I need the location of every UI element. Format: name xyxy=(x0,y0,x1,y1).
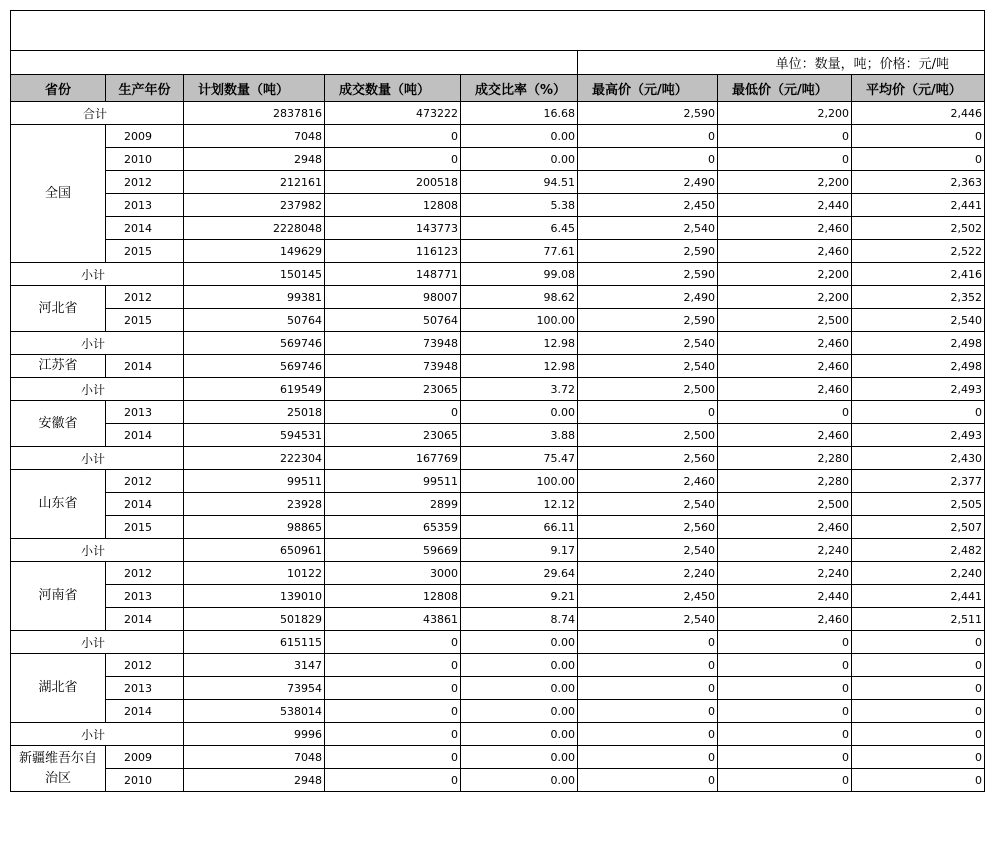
deal-rate-cell: 0.00 xyxy=(461,148,578,171)
deal-qty-cell: 73948 xyxy=(325,355,461,378)
year-cell: 2012 xyxy=(106,562,184,585)
header-year: 生产年份 xyxy=(106,75,184,102)
unit-note: 单位：数量，吨；价格：元/吨 xyxy=(578,51,985,75)
year-cell: 2014 xyxy=(106,424,184,447)
deal-qty-cell: 2899 xyxy=(325,493,461,516)
max-price-cell: 0 xyxy=(578,125,718,148)
plan-qty-cell: 569746 xyxy=(184,355,325,378)
deal-rate-cell: 0.00 xyxy=(461,723,578,746)
deal-qty-cell: 59669 xyxy=(325,539,461,562)
min-price-cell: 2,460 xyxy=(718,378,852,401)
min-price-cell: 0 xyxy=(718,631,852,654)
min-price-cell: 0 xyxy=(718,769,852,792)
deal-qty-cell: 200518 xyxy=(325,171,461,194)
avg-price-cell: 2,498 xyxy=(852,355,985,378)
year-cell: 2014 xyxy=(106,700,184,723)
min-price-cell: 2,200 xyxy=(718,102,852,125)
plan-qty-cell: 650961 xyxy=(184,539,325,562)
deal-qty-cell: 23065 xyxy=(325,424,461,447)
plan-qty-cell: 10122 xyxy=(184,562,325,585)
deal-rate-cell: 77.61 xyxy=(461,240,578,263)
avg-price-cell: 2,482 xyxy=(852,539,985,562)
province-cell: 江苏省 xyxy=(11,355,106,378)
min-price-cell: 2,460 xyxy=(718,424,852,447)
table-row xyxy=(11,401,985,424)
year-cell: 2010 xyxy=(106,148,184,171)
deal-rate-cell: 3.72 xyxy=(461,378,578,401)
deal-rate-cell: 100.00 xyxy=(461,470,578,493)
plan-qty-cell: 3147 xyxy=(184,654,325,677)
min-price-cell: 0 xyxy=(718,654,852,677)
table-row xyxy=(11,148,985,171)
max-price-cell: 2,490 xyxy=(578,171,718,194)
avg-price-cell: 2,441 xyxy=(852,585,985,608)
deal-qty-cell: 73948 xyxy=(325,332,461,355)
header-deal-qty: 成交数量（吨） xyxy=(325,75,461,102)
avg-price-cell: 2,498 xyxy=(852,332,985,355)
year-cell: 2013 xyxy=(106,194,184,217)
year-cell: 2013 xyxy=(106,677,184,700)
deal-rate-cell: 6.45 xyxy=(461,217,578,240)
deal-qty-cell: 0 xyxy=(325,769,461,792)
year-cell: 2014 xyxy=(106,217,184,240)
max-price-cell: 0 xyxy=(578,700,718,723)
table-row xyxy=(11,125,985,148)
deal-qty-cell: 0 xyxy=(325,723,461,746)
trade-results-sheet xyxy=(10,10,985,792)
avg-price-cell: 0 xyxy=(852,723,985,746)
deal-rate-cell: 0.00 xyxy=(461,654,578,677)
table-row xyxy=(11,309,985,332)
max-price-cell: 0 xyxy=(578,677,718,700)
avg-price-cell: 2,446 xyxy=(852,102,985,125)
year-cell: 2014 xyxy=(106,608,184,631)
deal-qty-cell: 0 xyxy=(325,148,461,171)
subtotal-row xyxy=(11,378,985,401)
plan-qty-cell: 98865 xyxy=(184,516,325,539)
plan-qty-cell: 594531 xyxy=(184,424,325,447)
deal-rate-cell: 12.98 xyxy=(461,332,578,355)
min-price-cell: 2,440 xyxy=(718,194,852,217)
min-price-cell: 2,460 xyxy=(718,240,852,263)
avg-price-cell: 2,540 xyxy=(852,309,985,332)
deal-rate-cell: 100.00 xyxy=(461,309,578,332)
table-row xyxy=(11,217,985,240)
deal-rate-cell: 16.68 xyxy=(461,102,578,125)
unit-row xyxy=(11,51,985,75)
deal-qty-cell: 143773 xyxy=(325,217,461,240)
deal-qty-cell: 0 xyxy=(325,746,461,769)
avg-price-cell: 2,493 xyxy=(852,424,985,447)
subtotal-label: 小计 xyxy=(11,723,184,746)
plan-qty-cell: 9996 xyxy=(184,723,325,746)
min-price-cell: 0 xyxy=(718,125,852,148)
plan-qty-cell: 569746 xyxy=(184,332,325,355)
min-price-cell: 2,460 xyxy=(718,355,852,378)
max-price-cell: 2,450 xyxy=(578,194,718,217)
min-price-cell: 2,460 xyxy=(718,608,852,631)
deal-rate-cell: 99.08 xyxy=(461,263,578,286)
deal-qty-cell: 0 xyxy=(325,700,461,723)
deal-qty-cell: 148771 xyxy=(325,263,461,286)
table-row xyxy=(11,585,985,608)
avg-price-cell: 0 xyxy=(852,677,985,700)
header-province: 省份 xyxy=(11,75,106,102)
min-price-cell: 0 xyxy=(718,677,852,700)
deal-qty-cell: 43861 xyxy=(325,608,461,631)
table-row xyxy=(11,424,985,447)
max-price-cell: 2,590 xyxy=(578,309,718,332)
subtotal-label: 小计 xyxy=(11,332,184,355)
header-avg-price: 平均价（元/吨） xyxy=(852,75,985,102)
deal-rate-cell: 0.00 xyxy=(461,125,578,148)
min-price-cell: 0 xyxy=(718,148,852,171)
deal-qty-cell: 0 xyxy=(325,125,461,148)
deal-rate-cell: 12.12 xyxy=(461,493,578,516)
avg-price-cell: 0 xyxy=(852,700,985,723)
year-cell: 2015 xyxy=(106,240,184,263)
table-row xyxy=(11,769,985,792)
table-row xyxy=(11,240,985,263)
year-cell: 2015 xyxy=(106,516,184,539)
deal-rate-cell: 29.64 xyxy=(461,562,578,585)
table-row xyxy=(11,194,985,217)
max-price-cell: 2,590 xyxy=(578,240,718,263)
table-row xyxy=(11,355,985,378)
title-cell xyxy=(11,11,985,51)
deal-rate-cell: 0.00 xyxy=(461,401,578,424)
min-price-cell: 2,440 xyxy=(718,585,852,608)
deal-qty-cell: 99511 xyxy=(325,470,461,493)
deal-qty-cell: 0 xyxy=(325,401,461,424)
deal-rate-cell: 9.21 xyxy=(461,585,578,608)
max-price-cell: 2,500 xyxy=(578,378,718,401)
subtotal-row xyxy=(11,539,985,562)
subtotal-label: 小计 xyxy=(11,378,184,401)
plan-qty-cell: 149629 xyxy=(184,240,325,263)
year-cell: 2009 xyxy=(106,746,184,769)
plan-qty-cell: 7048 xyxy=(184,125,325,148)
avg-price-cell: 2,441 xyxy=(852,194,985,217)
avg-price-cell: 2,363 xyxy=(852,171,985,194)
min-price-cell: 0 xyxy=(718,700,852,723)
year-cell: 2014 xyxy=(106,493,184,516)
avg-price-cell: 2,416 xyxy=(852,263,985,286)
max-price-cell: 0 xyxy=(578,631,718,654)
max-price-cell: 2,540 xyxy=(578,608,718,631)
max-price-cell: 2,590 xyxy=(578,102,718,125)
year-cell: 2009 xyxy=(106,125,184,148)
deal-qty-cell: 3000 xyxy=(325,562,461,585)
plan-qty-cell: 150145 xyxy=(184,263,325,286)
province-cell: 新疆维吾尔自治区 xyxy=(11,746,106,792)
table-row xyxy=(11,470,985,493)
max-price-cell: 2,540 xyxy=(578,493,718,516)
max-price-cell: 0 xyxy=(578,148,718,171)
max-price-cell: 2,560 xyxy=(578,516,718,539)
deal-rate-cell: 0.00 xyxy=(461,631,578,654)
max-price-cell: 0 xyxy=(578,401,718,424)
min-price-cell: 0 xyxy=(718,746,852,769)
plan-qty-cell: 538014 xyxy=(184,700,325,723)
min-price-cell: 2,460 xyxy=(718,217,852,240)
avg-price-cell: 0 xyxy=(852,631,985,654)
subtotal-row xyxy=(11,263,985,286)
max-price-cell: 2,500 xyxy=(578,424,718,447)
header-min-price: 最低价（元/吨） xyxy=(718,75,852,102)
deal-qty-cell: 98007 xyxy=(325,286,461,309)
max-price-cell: 2,540 xyxy=(578,217,718,240)
year-cell: 2013 xyxy=(106,401,184,424)
deal-qty-cell: 0 xyxy=(325,677,461,700)
year-cell: 2012 xyxy=(106,286,184,309)
deal-qty-cell: 50764 xyxy=(325,309,461,332)
max-price-cell: 2,240 xyxy=(578,562,718,585)
province-cell: 河北省 xyxy=(11,286,106,332)
max-price-cell: 2,490 xyxy=(578,286,718,309)
avg-price-cell: 0 xyxy=(852,401,985,424)
subtotal-label: 小计 xyxy=(11,263,184,286)
province-cell: 全国 xyxy=(11,125,106,263)
deal-qty-cell: 473222 xyxy=(325,102,461,125)
deal-qty-cell: 167769 xyxy=(325,447,461,470)
subtotal-row xyxy=(11,723,985,746)
year-cell: 2012 xyxy=(106,171,184,194)
min-price-cell: 2,500 xyxy=(718,493,852,516)
avg-price-cell: 2,240 xyxy=(852,562,985,585)
plan-qty-cell: 25018 xyxy=(184,401,325,424)
deal-rate-cell: 9.17 xyxy=(461,539,578,562)
subtotal-label: 小计 xyxy=(11,631,184,654)
max-price-cell: 2,590 xyxy=(578,263,718,286)
deal-rate-cell: 66.11 xyxy=(461,516,578,539)
deal-rate-cell: 5.38 xyxy=(461,194,578,217)
header-max-price: 最高价（元/吨） xyxy=(578,75,718,102)
avg-price-cell: 0 xyxy=(852,654,985,677)
max-price-cell: 2,460 xyxy=(578,470,718,493)
plan-qty-cell: 212161 xyxy=(184,171,325,194)
max-price-cell: 0 xyxy=(578,723,718,746)
table-row xyxy=(11,746,985,769)
plan-qty-cell: 7048 xyxy=(184,746,325,769)
min-price-cell: 0 xyxy=(718,723,852,746)
total-row xyxy=(11,102,985,125)
header-row xyxy=(11,75,985,102)
avg-price-cell: 2,430 xyxy=(852,447,985,470)
plan-qty-cell: 23928 xyxy=(184,493,325,516)
plan-qty-cell: 2948 xyxy=(184,769,325,792)
subtotal-row xyxy=(11,631,985,654)
max-price-cell: 2,450 xyxy=(578,585,718,608)
deal-rate-cell: 0.00 xyxy=(461,769,578,792)
deal-qty-cell: 0 xyxy=(325,631,461,654)
table-row xyxy=(11,171,985,194)
min-price-cell: 2,280 xyxy=(718,470,852,493)
deal-qty-cell: 12808 xyxy=(325,194,461,217)
plan-qty-cell: 2228048 xyxy=(184,217,325,240)
min-price-cell: 2,280 xyxy=(718,447,852,470)
max-price-cell: 2,560 xyxy=(578,447,718,470)
deal-qty-cell: 65359 xyxy=(325,516,461,539)
min-price-cell: 2,460 xyxy=(718,516,852,539)
header-deal-rate: 成交比率（%） xyxy=(461,75,578,102)
deal-rate-cell: 98.62 xyxy=(461,286,578,309)
avg-price-cell: 0 xyxy=(852,125,985,148)
table-row xyxy=(11,286,985,309)
plan-qty-cell: 2837816 xyxy=(184,102,325,125)
max-price-cell: 0 xyxy=(578,746,718,769)
avg-price-cell: 2,352 xyxy=(852,286,985,309)
max-price-cell: 2,540 xyxy=(578,539,718,562)
deal-rate-cell: 0.00 xyxy=(461,677,578,700)
avg-price-cell: 2,493 xyxy=(852,378,985,401)
table-row xyxy=(11,654,985,677)
max-price-cell: 2,540 xyxy=(578,332,718,355)
province-cell: 安徽省 xyxy=(11,401,106,447)
year-cell: 2012 xyxy=(106,470,184,493)
max-price-cell: 0 xyxy=(578,769,718,792)
table-row xyxy=(11,700,985,723)
min-price-cell: 2,460 xyxy=(718,332,852,355)
avg-price-cell: 0 xyxy=(852,769,985,792)
unit-spacer xyxy=(11,51,578,75)
plan-qty-cell: 50764 xyxy=(184,309,325,332)
year-cell: 2015 xyxy=(106,309,184,332)
avg-price-cell: 2,377 xyxy=(852,470,985,493)
title-row xyxy=(11,11,985,51)
plan-qty-cell: 501829 xyxy=(184,608,325,631)
avg-price-cell: 2,511 xyxy=(852,608,985,631)
table-row xyxy=(11,493,985,516)
year-cell: 2013 xyxy=(106,585,184,608)
plan-qty-cell: 222304 xyxy=(184,447,325,470)
table-row xyxy=(11,516,985,539)
avg-price-cell: 2,502 xyxy=(852,217,985,240)
avg-price-cell: 2,505 xyxy=(852,493,985,516)
min-price-cell: 2,500 xyxy=(718,309,852,332)
deal-rate-cell: 12.98 xyxy=(461,355,578,378)
deal-rate-cell: 0.00 xyxy=(461,700,578,723)
plan-qty-cell: 139010 xyxy=(184,585,325,608)
min-price-cell: 2,200 xyxy=(718,286,852,309)
avg-price-cell: 0 xyxy=(852,148,985,171)
plan-qty-cell: 73954 xyxy=(184,677,325,700)
year-cell: 2012 xyxy=(106,654,184,677)
plan-qty-cell: 99511 xyxy=(184,470,325,493)
plan-qty-cell: 2948 xyxy=(184,148,325,171)
deal-qty-cell: 116123 xyxy=(325,240,461,263)
province-cell: 湖北省 xyxy=(11,654,106,723)
max-price-cell: 2,540 xyxy=(578,355,718,378)
plan-qty-cell: 237982 xyxy=(184,194,325,217)
deal-rate-cell: 0.00 xyxy=(461,746,578,769)
trade-results-table xyxy=(10,10,985,792)
province-cell: 山东省 xyxy=(11,470,106,539)
plan-qty-cell: 615115 xyxy=(184,631,325,654)
min-price-cell: 0 xyxy=(718,401,852,424)
deal-rate-cell: 94.51 xyxy=(461,171,578,194)
year-cell: 2014 xyxy=(106,355,184,378)
min-price-cell: 2,200 xyxy=(718,171,852,194)
avg-price-cell: 2,507 xyxy=(852,516,985,539)
plan-qty-cell: 99381 xyxy=(184,286,325,309)
avg-price-cell: 0 xyxy=(852,746,985,769)
deal-rate-cell: 75.47 xyxy=(461,447,578,470)
deal-qty-cell: 12808 xyxy=(325,585,461,608)
deal-qty-cell: 0 xyxy=(325,654,461,677)
min-price-cell: 2,240 xyxy=(718,539,852,562)
header-plan-qty: 计划数量（吨） xyxy=(184,75,325,102)
subtotal-row xyxy=(11,447,985,470)
deal-qty-cell: 23065 xyxy=(325,378,461,401)
year-cell: 2010 xyxy=(106,769,184,792)
province-cell: 河南省 xyxy=(11,562,106,631)
table-row xyxy=(11,608,985,631)
total-label: 合计 xyxy=(11,102,184,125)
deal-rate-cell: 8.74 xyxy=(461,608,578,631)
table-row xyxy=(11,562,985,585)
table-row xyxy=(11,677,985,700)
min-price-cell: 2,200 xyxy=(718,263,852,286)
subtotal-label: 小计 xyxy=(11,447,184,470)
deal-rate-cell: 3.88 xyxy=(461,424,578,447)
subtotal-row xyxy=(11,332,985,355)
plan-qty-cell: 619549 xyxy=(184,378,325,401)
max-price-cell: 0 xyxy=(578,654,718,677)
avg-price-cell: 2,522 xyxy=(852,240,985,263)
subtotal-label: 小计 xyxy=(11,539,184,562)
min-price-cell: 2,240 xyxy=(718,562,852,585)
